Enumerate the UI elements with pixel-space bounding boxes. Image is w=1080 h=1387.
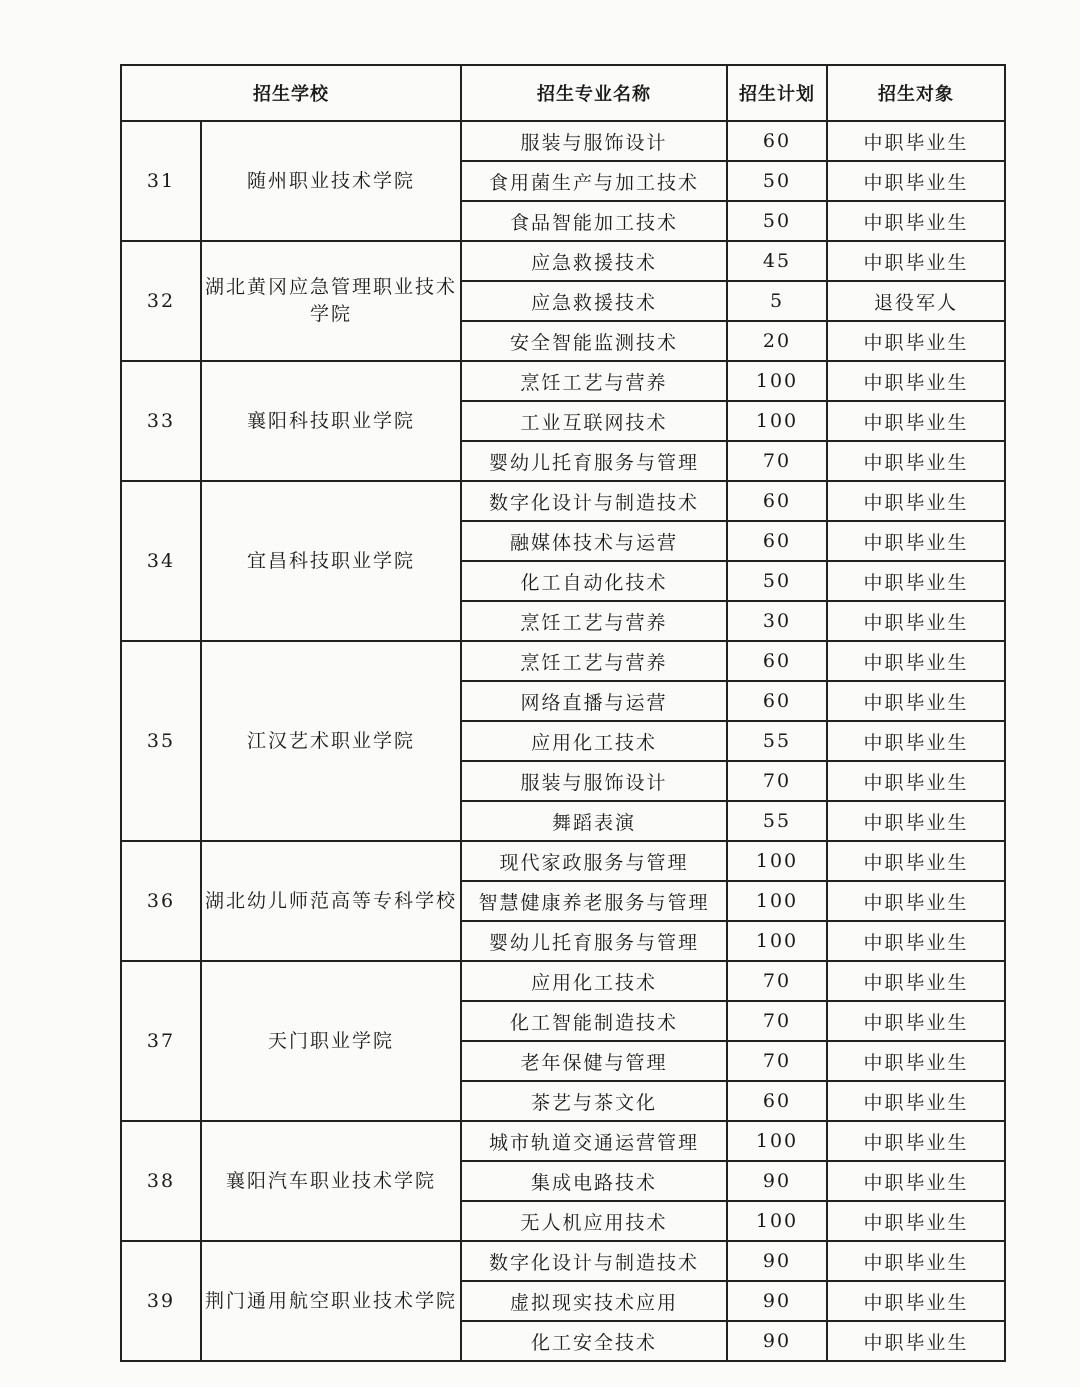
enrollment-plan: 30 (727, 601, 827, 641)
enrollment-target: 中职毕业生 (827, 361, 1005, 401)
enrollment-plan: 50 (727, 161, 827, 201)
enrollment-plan: 60 (727, 641, 827, 681)
school-number: 33 (121, 361, 201, 481)
major-name: 工业互联网技术 (461, 401, 727, 441)
major-name: 食品智能加工技术 (461, 201, 727, 241)
major-name: 安全智能监测技术 (461, 321, 727, 361)
enrollment-plan: 20 (727, 321, 827, 361)
school-name: 江汉艺术职业学院 (201, 641, 461, 841)
enrollment-target: 中职毕业生 (827, 841, 1005, 881)
enrollment-target: 中职毕业生 (827, 201, 1005, 241)
enrollment-target: 退役军人 (827, 281, 1005, 321)
enrollment-plan: 90 (727, 1281, 827, 1321)
enrollment-target: 中职毕业生 (827, 881, 1005, 921)
enrollment-target: 中职毕业生 (827, 761, 1005, 801)
major-name: 无人机应用技术 (461, 1201, 727, 1241)
enrollment-target: 中职毕业生 (827, 441, 1005, 481)
school-name: 宜昌科技职业学院 (201, 481, 461, 641)
header-major: 招生专业名称 (461, 65, 727, 121)
enrollment-plan: 70 (727, 961, 827, 1001)
enrollment-target: 中职毕业生 (827, 561, 1005, 601)
header-target: 招生对象 (827, 65, 1005, 121)
major-name: 应急救援技术 (461, 241, 727, 281)
major-name: 烹饪工艺与营养 (461, 361, 727, 401)
school-number: 32 (121, 241, 201, 361)
school-name: 随州职业技术学院 (201, 121, 461, 241)
table-body (121, 121, 1005, 1361)
table-row (121, 241, 1005, 281)
enrollment-target: 中职毕业生 (827, 961, 1005, 1001)
major-name: 烹饪工艺与营养 (461, 641, 727, 681)
enrollment-plan: 70 (727, 441, 827, 481)
table-row (121, 1241, 1005, 1281)
major-name: 婴幼儿托育服务与管理 (461, 441, 727, 481)
school-name: 湖北黄冈应急管理职业技术学院 (201, 241, 461, 361)
major-name: 数字化设计与制造技术 (461, 481, 727, 521)
major-name: 婴幼儿托育服务与管理 (461, 921, 727, 961)
enrollment-plan: 90 (727, 1321, 827, 1361)
school-name: 湖北幼儿师范高等专科学校 (201, 841, 461, 961)
enrollment-target: 中职毕业生 (827, 601, 1005, 641)
major-name: 化工安全技术 (461, 1321, 727, 1361)
table-row (121, 121, 1005, 161)
school-number: 36 (121, 841, 201, 961)
major-name: 网络直播与运营 (461, 681, 727, 721)
enrollment-target: 中职毕业生 (827, 481, 1005, 521)
table-row (121, 641, 1005, 681)
enrollment-plan: 60 (727, 121, 827, 161)
enrollment-target: 中职毕业生 (827, 1281, 1005, 1321)
enrollment-plan: 60 (727, 481, 827, 521)
major-name: 化工自动化技术 (461, 561, 727, 601)
table-row (121, 961, 1005, 1001)
major-name: 食用菌生产与加工技术 (461, 161, 727, 201)
major-name: 应用化工技术 (461, 961, 727, 1001)
enrollment-plan: 45 (727, 241, 827, 281)
enrollment-target: 中职毕业生 (827, 161, 1005, 201)
enrollment-plan: 100 (727, 361, 827, 401)
major-name: 应急救援技术 (461, 281, 727, 321)
enrollment-target: 中职毕业生 (827, 321, 1005, 361)
enrollment-target: 中职毕业生 (827, 1121, 1005, 1161)
school-number: 39 (121, 1241, 201, 1361)
enrollment-target: 中职毕业生 (827, 921, 1005, 961)
major-name: 数字化设计与制造技术 (461, 1241, 727, 1281)
enrollment-plan: 70 (727, 761, 827, 801)
major-name: 烹饪工艺与营养 (461, 601, 727, 641)
major-name: 服装与服饰设计 (461, 121, 727, 161)
table-row (121, 361, 1005, 401)
enrollment-plan: 55 (727, 801, 827, 841)
major-name: 服装与服饰设计 (461, 761, 727, 801)
major-name: 茶艺与茶文化 (461, 1081, 727, 1121)
school-name: 襄阳科技职业学院 (201, 361, 461, 481)
enrollment-plan: 70 (727, 1041, 827, 1081)
school-number: 31 (121, 121, 201, 241)
school-number: 35 (121, 641, 201, 841)
enrollment-target: 中职毕业生 (827, 1001, 1005, 1041)
enrollment-plan: 5 (727, 281, 827, 321)
table-header-row (121, 65, 1005, 121)
enrollment-plan: 60 (727, 1081, 827, 1121)
major-name: 集成电路技术 (461, 1161, 727, 1201)
enrollment-plan: 100 (727, 1121, 827, 1161)
enrollment-plan: 50 (727, 561, 827, 601)
school-name: 荆门通用航空职业技术学院 (201, 1241, 461, 1361)
enrollment-plan: 100 (727, 1201, 827, 1241)
table-row (121, 1121, 1005, 1161)
enrollment-plan: 100 (727, 841, 827, 881)
enrollment-target: 中职毕业生 (827, 1241, 1005, 1281)
major-name: 应用化工技术 (461, 721, 727, 761)
school-number: 37 (121, 961, 201, 1121)
enrollment-plan: 60 (727, 681, 827, 721)
enrollment-target: 中职毕业生 (827, 641, 1005, 681)
enrollment-target: 中职毕业生 (827, 1201, 1005, 1241)
enrollment-plan: 90 (727, 1241, 827, 1281)
enrollment-plan: 100 (727, 921, 827, 961)
enrollment-target: 中职毕业生 (827, 241, 1005, 281)
enrollment-target: 中职毕业生 (827, 1041, 1005, 1081)
enrollment-target: 中职毕业生 (827, 801, 1005, 841)
enrollment-target: 中职毕业生 (827, 401, 1005, 441)
enrollment-target: 中职毕业生 (827, 681, 1005, 721)
enrollment-plan: 100 (727, 401, 827, 441)
enrollment-target: 中职毕业生 (827, 121, 1005, 161)
enrollment-target: 中职毕业生 (827, 1161, 1005, 1201)
table-row (121, 841, 1005, 881)
enrollment-target: 中职毕业生 (827, 1081, 1005, 1121)
school-number: 38 (121, 1121, 201, 1241)
header-school: 招生学校 (121, 65, 461, 121)
table-row (121, 481, 1005, 521)
major-name: 虚拟现实技术应用 (461, 1281, 727, 1321)
enrollment-target: 中职毕业生 (827, 521, 1005, 561)
header-plan: 招生计划 (727, 65, 827, 121)
enrollment-plan: 50 (727, 201, 827, 241)
major-name: 舞蹈表演 (461, 801, 727, 841)
enrollment-plan: 55 (727, 721, 827, 761)
major-name: 现代家政服务与管理 (461, 841, 727, 881)
enrollment-plan: 90 (727, 1161, 827, 1201)
major-name: 智慧健康养老服务与管理 (461, 881, 727, 921)
enrollment-plan: 100 (727, 881, 827, 921)
major-name: 化工智能制造技术 (461, 1001, 727, 1041)
major-name: 老年保健与管理 (461, 1041, 727, 1081)
school-name: 天门职业学院 (201, 961, 461, 1121)
enrollment-target: 中职毕业生 (827, 721, 1005, 761)
enrollment-plan: 70 (727, 1001, 827, 1041)
enrollment-target: 中职毕业生 (827, 1321, 1005, 1361)
major-name: 融媒体技术与运营 (461, 521, 727, 561)
school-number: 34 (121, 481, 201, 641)
major-name: 城市轨道交通运营管理 (461, 1121, 727, 1161)
enrollment-plan: 60 (727, 521, 827, 561)
enrollment-table (120, 64, 1006, 1362)
school-name: 襄阳汽车职业技术学院 (201, 1121, 461, 1241)
